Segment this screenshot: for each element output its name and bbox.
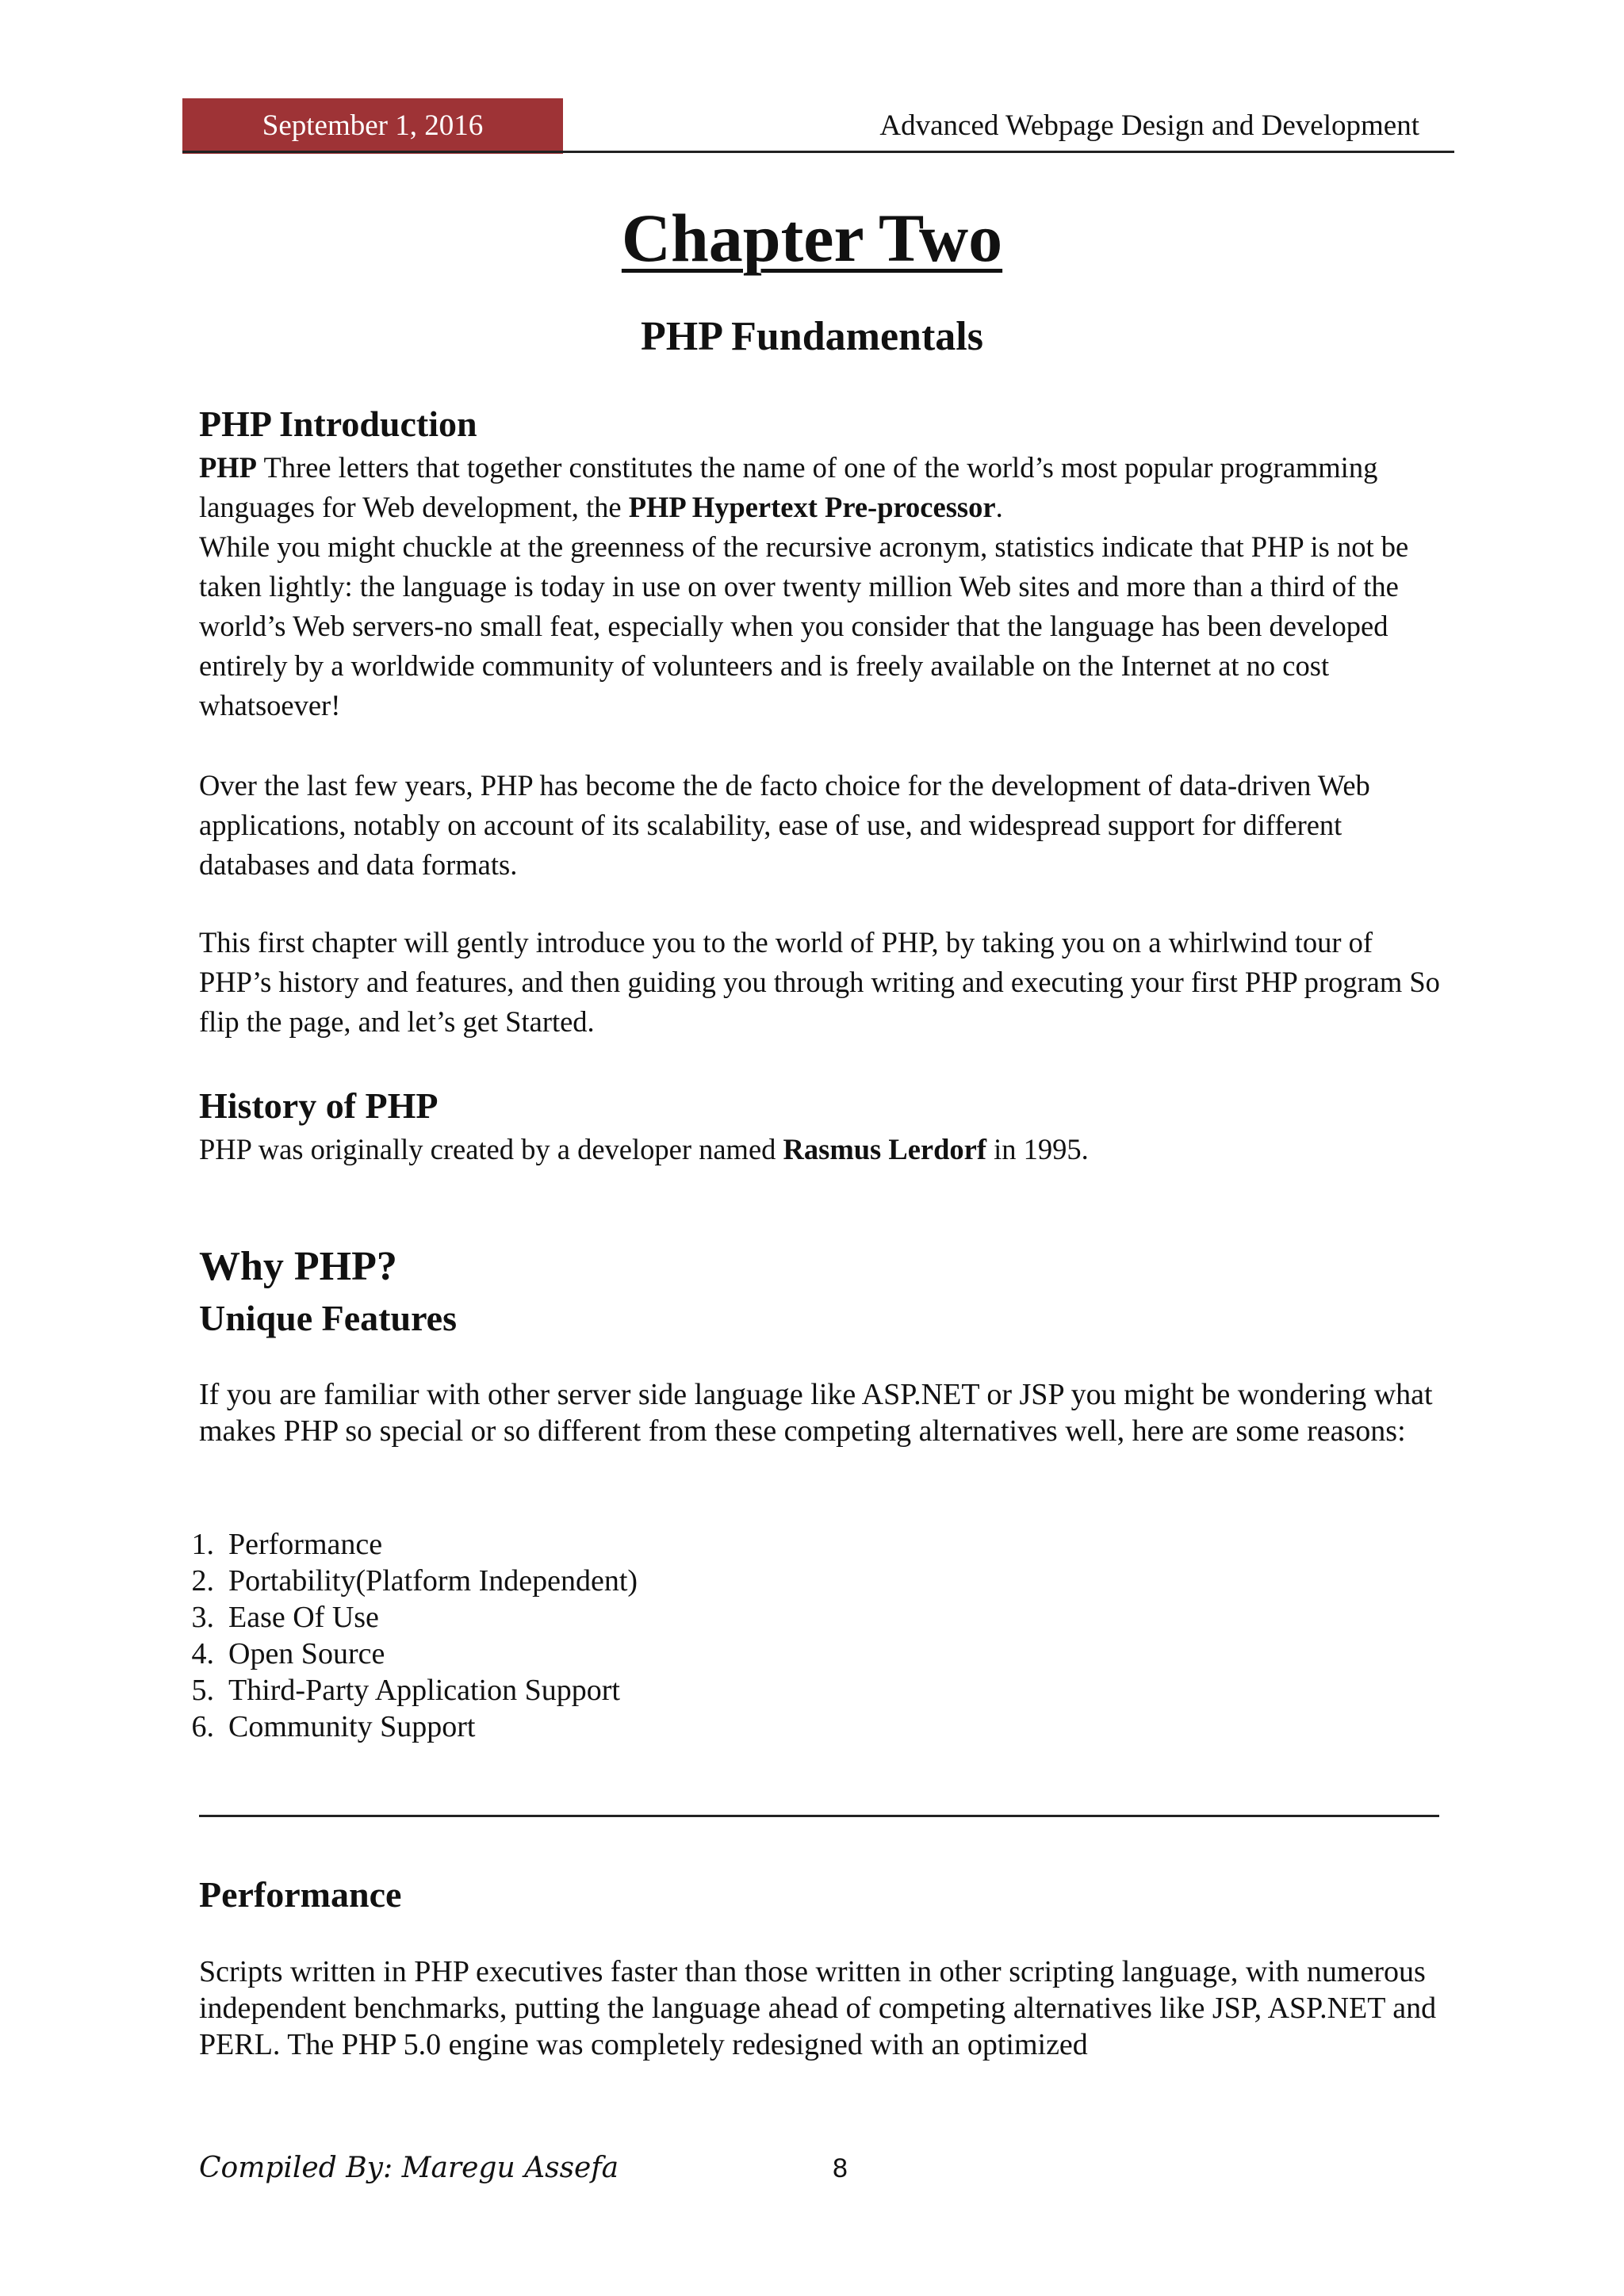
list-item-number: 4. xyxy=(191,1637,214,1670)
history-name: Rasmus Lerdorf xyxy=(783,1133,987,1165)
list-item xyxy=(179,1563,638,1599)
section-divider xyxy=(199,1815,1439,1817)
intro-paragraph-1 xyxy=(199,448,1444,527)
page-number: 8 xyxy=(833,2153,848,2183)
intro-section xyxy=(199,400,1444,725)
list-item-label: Third-Party Application Support xyxy=(228,1674,620,1707)
intro-paragraph-2: While you might chuckle at the greenness of the recursive acronym, statistics indicate that PHP is not be taken lightly: the language is today in use on over twenty million Web sites and more than a third of the world’s Web servers-no small feat, especially when you consider that the language has been developed entirely by a worldwide community of volunteers and is freely available on the Internet at no cost whatsoever! xyxy=(199,530,1409,721)
performance-heading: Performance xyxy=(199,1874,402,1915)
why-intro-paragraph: If you are familiar with other server side language like ASP.NET or JSP you might be wondering what makes PHP so special or so different from these competing alternatives well, here are some reasons: xyxy=(199,1378,1433,1448)
features-list xyxy=(179,1526,638,1745)
header-course-title: Advanced Webpage Design and Development xyxy=(879,109,1419,142)
list-item-label: Performance xyxy=(228,1528,383,1561)
list-item-number: 3. xyxy=(191,1601,214,1634)
intro-lead-bold: PHP xyxy=(199,451,257,484)
intro-p1-bold: PHP Hypertext Pre-processor xyxy=(628,491,996,523)
chapter-subtitle: PHP Fundamentals xyxy=(641,314,983,359)
performance-paragraph: Scripts written in PHP executives faster than those written in other scripting language, with numerous independent benchmarks, putting the language ahead of competing alternatives like JSP, ASP.NET and PERL. The PHP 5.0 engine was completely redesigned with an optimized xyxy=(199,1955,1437,2061)
intro-heading: PHP Introduction xyxy=(199,404,477,444)
intro-paragraph-4: This first chapter will gently introduce you to the world of PHP, by taking you on a whirlwind tour of PHP’s history and features, and then guiding you through writing and executing your first PHP program So flip the page, and let’s get Started. xyxy=(199,926,1440,1038)
intro-p1-end: . xyxy=(995,491,1003,523)
header-date: September 1, 2016 xyxy=(182,98,563,154)
list-item-label: Ease Of Use xyxy=(228,1601,379,1634)
list-item xyxy=(179,1636,638,1672)
history-text-start: PHP was originally created by a developer named xyxy=(199,1133,783,1165)
chapter-title: Chapter Two xyxy=(621,200,1003,276)
history-paragraph xyxy=(199,1130,1444,1169)
performance-section xyxy=(199,1871,1444,1919)
intro-paragraph-4-block xyxy=(199,923,1444,1042)
header-rule xyxy=(182,151,1454,153)
history-text-end: in 1995. xyxy=(986,1133,1089,1165)
intro-p1-text: Three letters that together constitutes the name of one of the world’s most popular programming languages for Web development, the xyxy=(199,451,1378,523)
performance-text-block xyxy=(199,1954,1444,2063)
intro-paragraph-3-block xyxy=(199,766,1444,885)
history-section xyxy=(199,1082,1444,1169)
footer-author: Compiled By: Maregu Assefa xyxy=(199,2152,619,2184)
list-item-label: Open Source xyxy=(228,1637,385,1670)
list-item-label: Portability(Platform Independent) xyxy=(228,1564,638,1598)
list-item-number: 2. xyxy=(191,1564,214,1598)
why-heading: Why PHP? xyxy=(199,1244,397,1289)
history-heading: History of PHP xyxy=(199,1085,439,1126)
intro-paragraph-3: Over the last few years, PHP has become the de facto choice for the development of data-driven Web applications, notably on account of its scalability, ease of use, and widespread support for different databases and data formats. xyxy=(199,769,1370,881)
list-item-number: 6. xyxy=(191,1710,214,1743)
list-item xyxy=(179,1672,638,1709)
why-subheading: Unique Features xyxy=(199,1298,457,1338)
list-item-number: 5. xyxy=(191,1674,214,1707)
why-section xyxy=(199,1241,1444,1342)
list-item-number: 1. xyxy=(191,1528,214,1561)
list-item xyxy=(179,1599,638,1636)
list-item xyxy=(179,1526,638,1563)
list-item-label: Community Support xyxy=(228,1710,476,1743)
list-item xyxy=(179,1709,638,1745)
why-intro-block xyxy=(199,1376,1444,1449)
